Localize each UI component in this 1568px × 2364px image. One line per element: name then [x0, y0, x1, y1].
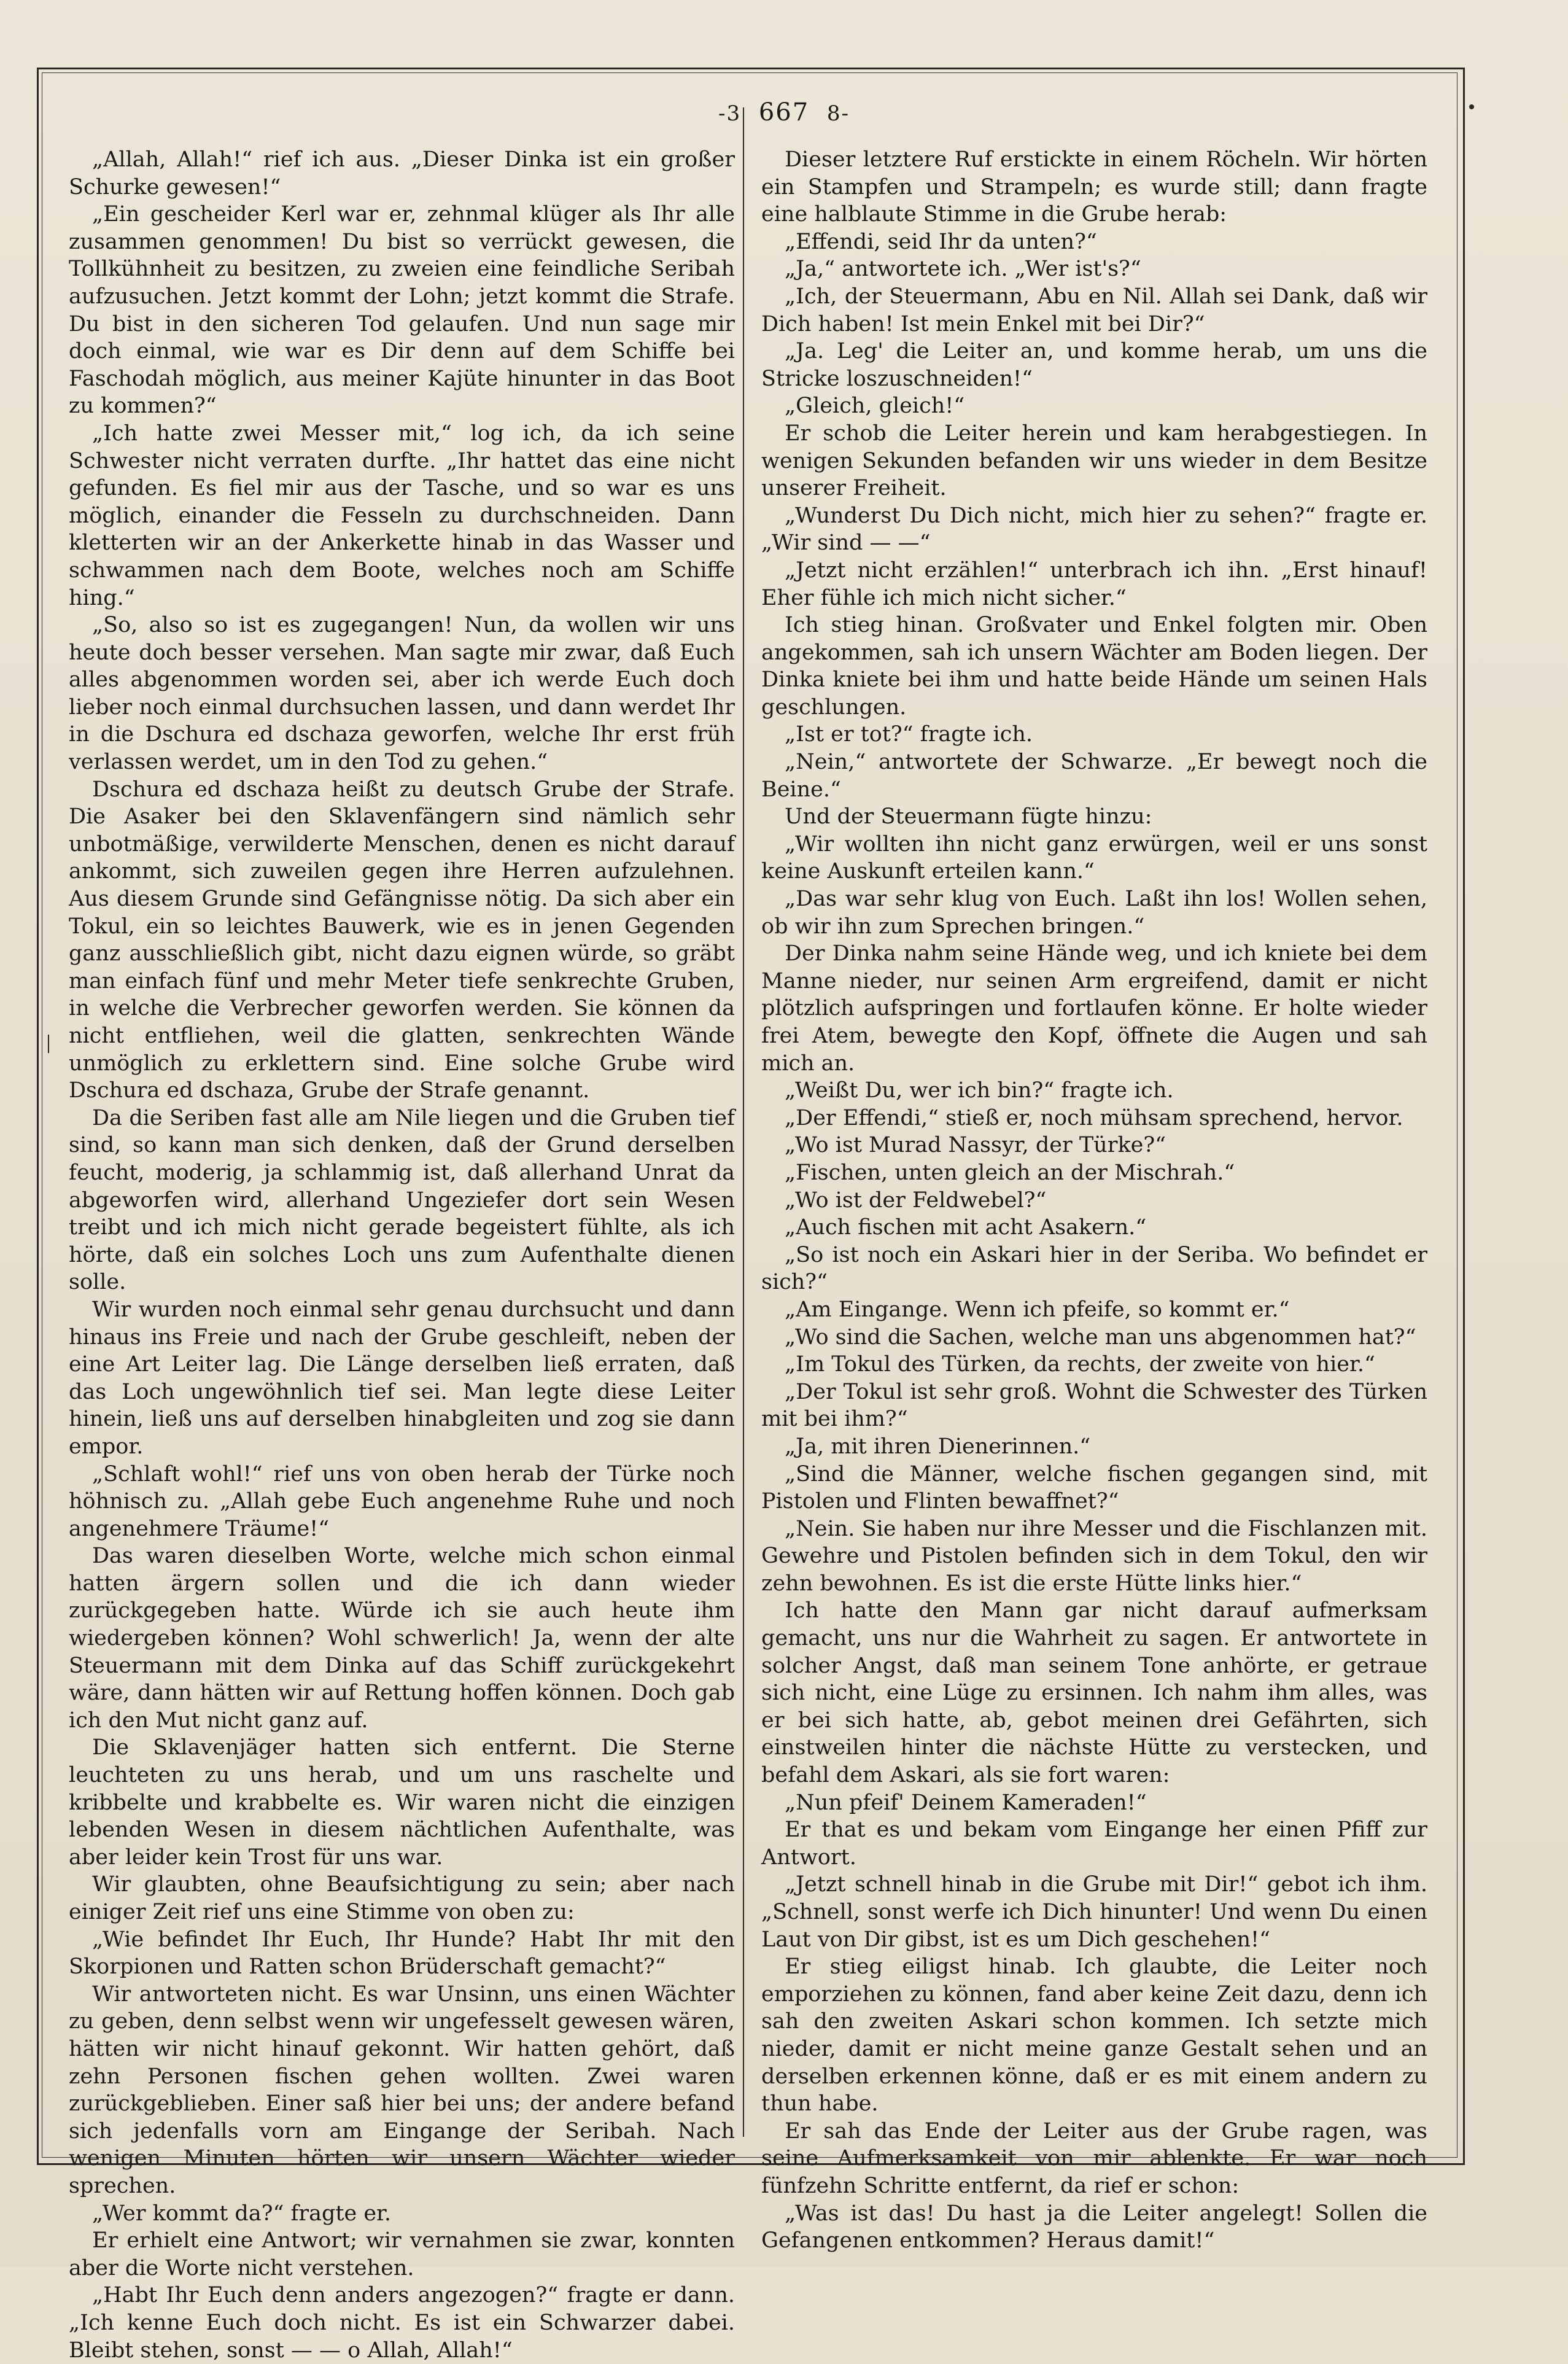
paragraph: „So, also so ist es zugegangen! Nun, da wollen wir uns heute doch besser versehen. Man sagte mir zwar, daß Euch alles abgenommen worden sei, aber ich werde Euch doch lieber noch einmal durchsuchen lassen, und dann werdet Ihr in die Dschura ed dschaza geworfen, welche Ihr erst früh verlassen werdet, um in den Tod zu gehen.“	[69, 613, 735, 775]
paragraph: „Nein,“ antwortete der Schwarze. „Er bewegt noch die Beine.“	[761, 750, 1427, 802]
paragraph: Die Sklavenjäger hatten sich entfernt. Die Sterne leuchteten zu uns herab, und um uns raschelte und kribbelte und krabbelte es. Wir waren nicht die einzigen lebenden Wesen in diesem nächtlichen Aufenthalte, was aber leider kein Trost für uns war.	[69, 1735, 735, 1870]
header-ornament-left: -3	[718, 101, 742, 126]
left-column	[69, 146, 735, 2364]
paragraph: Da die Seriben fast alle am Nile liegen und die Gruben tief sind, so kann man sich denken, daß der Grund derselben feucht, moderig, ja schlammig ist, daß allerhand Unrat da abgeworfen wird, allerhand Ungeziefer dort sein Wesen treibt und ich mich nicht gerade begeistert fühlte, als ich hörte, daß ein solches Loch uns zum Aufenthalte dienen solle.	[69, 1105, 735, 1295]
paragraph: „Wo ist Murad Nassyr, der Türke?“	[785, 1133, 1166, 1158]
paragraph: Er stieg eiligst hinab. Ich glaubte, die Leiter noch emporziehen zu können, fand aber keine Zeit dazu, denn ich sah den zweiten Askari schon kommen. Ich setzte mich nieder, damit er nicht meine ganze Gestalt sehen und an derselben erkennen könne, daß er es mit einem andern zu thun habe.	[761, 1954, 1427, 2117]
paragraph: „Ein gescheider Kerl war er, zehnmal klüger als Ihr alle zusammen genommen! Du bist so verrückt gewesen, die Tollkühnheit zu besitzen, zu zweien eine feindliche Seribah aufzusuchen. Jetzt kommt der Lohn; jetzt kommt die Strafe. Du bist in den sicheren Tod gelaufen. Und nun sage mir doch einmal, wie war es Dir denn auf dem Schiffe bei Faschodah möglich, aus meiner Kajüte hinunter in das Boot zu kommen?“	[69, 202, 735, 419]
paragraph: „Nun pfeif' Deinem Kameraden!“	[785, 1790, 1147, 1815]
paragraph: „Sind die Männer, welche fischen gegangen sind, mit Pistolen und Flinten bewaffnet?“	[761, 1461, 1427, 1514]
paragraph: Dieser letztere Ruf erstickte in einem Röcheln. Wir hörten ein Stampfen und Strampeln; es wurde still; dann fragte eine halblaute Stimme in die Grube herab:	[761, 147, 1427, 227]
paragraph: „Was ist das! Du hast ja die Leiter angelegt! Sollen die Gefangenen entkommen? Heraus damit!“	[761, 2201, 1427, 2253]
paragraph: „Fischen, unten gleich an der Mischrah.“	[785, 1160, 1235, 1185]
paragraph: „Ich hatte zwei Messer mit,“ log ich, da ich seine Schwester nicht verraten durfte. „Ihr hattet das eine nicht gefunden. Es fiel mir aus der Tasche, und so war es uns möglich, einander die Fesseln zu durchschneiden. Dann kletterten wir an der Ankerkette hinab in das Wasser und schwammen nach dem Boote, welches noch am Schiffe hing.“	[69, 421, 735, 610]
paragraph: „Jetzt nicht erzählen!“ unterbrach ich ihn. „Erst hinauf! Eher fühle ich mich nicht sicher.“	[761, 558, 1427, 610]
paragraph: „Habt Ihr Euch denn anders angezogen?“ fragte er dann. „Ich kenne Euch doch nicht. Es ist ein Schwarzer dabei. Bleibt stehen, sonst — — o Allah, Allah!“	[69, 2283, 735, 2363]
paragraph: „Allah, Allah!“ rief ich aus. „Dieser Dinka ist ein großer Schurke gewesen!“	[69, 147, 735, 200]
paragraph: „Effendi, seid Ihr da unten?“	[785, 229, 1097, 254]
paragraph: Wir wurden noch einmal sehr genau durchsucht und dann hinaus ins Freie und nach der Grube geschleift, neben der eine Art Leiter lag. Die Länge derselben ließ erraten, daß das Loch ungewöhnlich tief sei. Man legte diese Leiter hinein, ließ uns auf derselben hinabgleiten und zog sie dann empor.	[69, 1297, 735, 1459]
column-divider	[743, 107, 744, 2137]
paragraph: Er erhielt eine Antwort; wir vernahmen sie zwar, konnten aber die Worte nicht verstehen.	[69, 2228, 735, 2280]
paragraph: Und der Steuermann fügte hinzu:	[785, 804, 1152, 830]
paragraph: „So ist noch ein Askari hier in der Seriba. Wo befindet er sich?“	[761, 1242, 1427, 1295]
paragraph: Ich hatte den Mann gar nicht darauf aufmerksam gemacht, uns nur die Wahrheit zu sagen. Er antwortete in solcher Angst, daß man seinem Tone anhörte, er getraue sich nicht, eine Lüge zu ersinnen. Ich nahm ihm alles, was er bei sich hatte, ab, gebot meinen drei Gefährten, sich einstweilen hinter die nächste Hütte zu verstecken, und befahl dem Askari, als sie fort waren:	[761, 1598, 1427, 1788]
page-number: 667	[758, 98, 810, 126]
paragraph: Dschura ed dschaza heißt zu deutsch Grube der Strafe. Die Asaker bei den Sklavenfängern sind nämlich sehr unbotmäßige, verwilderte Menschen, denen es nicht darauf ankommt, sich zuweilen gegen ihre Herren aufzulehnen. Aus diesem Grunde sind Gefängnisse nötig. Da sich aber ein Tokul, ein so leichtes Bauwerk, wie es in jenen Gegenden ganz ausschließlich gibt, nicht dazu eignen würde, so gräbt man einfach fünf und mehr Meter tiefe senkrechte Gruben, in welche die Verbrecher geworfen werden. Sie können da nicht entfliehen, weil die glatten, senkrechten Wände unmöglich zu erklettern sind. Eine solche Grube wird Dschura ed dschaza, Grube der Strafe genannt.	[69, 777, 735, 1103]
paragraph: Wir glaubten, ohne Beaufsichtigung zu sein; aber nach einiger Zeit rief uns eine Stimme von oben zu:	[69, 1872, 735, 1924]
paragraph: „Wunderst Du Dich nicht, mich hier zu sehen?“ fragte er. „Wir sind — —“	[761, 503, 1427, 556]
paragraph: „Ich, der Steuermann, Abu en Nil. Allah sei Dank, daß wir Dich haben! Ist mein Enkel mit bei Dir?“	[761, 284, 1427, 336]
paragraph: „Am Eingange. Wenn ich pfeife, so kommt er.“	[785, 1297, 1290, 1322]
paragraph: „Schlaft wohl!“ rief uns von oben herab der Türke noch höhnisch zu. „Allah gebe Euch angenehme Ruhe und noch angenehmere Träume!“	[69, 1461, 735, 1541]
paragraph: Er sah das Ende der Leiter aus der Grube ragen, was seine Aufmerksamkeit von mir ablenkte. Er war noch fünfzehn Schritte entfernt, da rief er schon:	[761, 2118, 1427, 2198]
paragraph: „Wir wollten ihn nicht ganz erwürgen, weil er uns sonst keine Auskunft erteilen kann.“	[761, 831, 1427, 884]
paragraph: „Nein. Sie haben nur ihre Messer und die Fischlanzen mit. Gewehre und Pistolen befinden sich in dem Tokul, den wir zehn bewohnen. Es ist die erste Hütte links hier.“	[761, 1516, 1427, 1596]
paragraph: Der Dinka nahm seine Hände weg, und ich kniete bei dem Manne nieder, nur seinen Arm ergreifend, damit er nicht plötzlich aufspringen und fortlaufen könne. Er holte wieder frei Atem, bewegte den Kopf, öffnete die Augen und sah mich an.	[761, 941, 1427, 1076]
paragraph: „Wer kommt da?“ fragte er.	[92, 2201, 392, 2226]
paragraph: Das waren dieselben Worte, welche mich schon einmal hatten ärgern sollen und die ich dann wieder zurückgegeben hatte. Würde ich sie auch heute ihm wiedergeben können? Wohl schwerlich! Ja, wenn der alte Steuermann mit dem Dinka auf das Schiff zurückgekehrt wäre, dann hätten wir auf Rettung hoffen können. Doch gab ich den Mut nicht ganz auf.	[69, 1544, 735, 1733]
paragraph: „Ja. Leg' die Leiter an, und komme herab, um uns die Stricke loszuschneiden!“	[761, 339, 1427, 391]
paragraph: „Das war sehr klug von Euch. Laßt ihn los! Wollen sehen, ob wir ihn zum Sprechen bringen.“	[761, 887, 1427, 939]
margin-tick	[48, 1035, 49, 1053]
paragraph: „Auch fischen mit acht Asakern.“	[785, 1215, 1147, 1240]
paragraph: Er schob die Leiter herein und kam herabgestiegen. In wenigen Sekunden befanden wir uns wieder in dem Besitze unserer Freiheit.	[761, 421, 1427, 501]
header-ornament-right: 8-	[826, 101, 850, 126]
paragraph: Ich stieg hinan. Großvater und Enkel folgten mir. Oben angekommen, sah ich unsern Wächter am Boden liegen. Der Dinka kniete bei ihm und hatte beide Hände um seinen Hals geschlungen.	[761, 613, 1427, 720]
paragraph: „Ist er tot?“ fragte ich.	[785, 722, 1033, 747]
paragraph: „Gleich, gleich!“	[785, 394, 965, 419]
paragraph: „Weißt Du, wer ich bin?“ fragte ich.	[785, 1078, 1174, 1103]
page-header	[0, 98, 1568, 126]
paragraph: „Der Effendi,“ stieß er, noch mühsam sprechend, hervor.	[785, 1105, 1403, 1130]
paragraph: „Ja,“ antwortete ich. „Wer ist's?“	[785, 257, 1141, 282]
paragraph: „Der Tokul ist sehr groß. Wohnt die Schwester des Türken mit bei ihm?“	[761, 1379, 1427, 1432]
paragraph: Wir antworteten nicht. Es war Unsinn, uns einen Wächter zu geben, denn selbst wenn wir ungefesselt gewesen wären, hätten wir nicht hinauf gekonnt. Wir hatten gehört, daß zehn Personen fischen gehen wollten. Zwei waren zurückgeblieben. Einer saß hier bei uns; der andere befand sich jedenfalls vorn am Eingange der Seribah. Nach wenigen Minuten hörten wir unsern Wächter wieder sprechen.	[69, 1981, 735, 2198]
paragraph: „Jetzt schnell hinab in die Grube mit Dir!“ gebot ich ihm. „Schnell, sonst werfe ich Dich hinunter! Und wenn Du einen Laut von Dir gibst, ist es um Dich geschehen!“	[761, 1872, 1427, 1952]
paragraph: „Ja, mit ihren Dienerinnen.“	[785, 1434, 1091, 1459]
paragraph: „Wo ist der Feldwebel?“	[785, 1188, 1047, 1213]
paragraph: „Wo sind die Sachen, welche man uns abgenommen hat?“	[785, 1324, 1416, 1350]
right-column	[761, 146, 1427, 2255]
paragraph: „Im Tokul des Türken, da rechts, der zweite von hier.“	[785, 1352, 1375, 1377]
paragraph: Er that es und bekam vom Eingange her einen Pfiff zur Antwort.	[761, 1818, 1427, 1870]
paragraph: „Wie befindet Ihr Euch, Ihr Hunde? Habt Ihr mit den Skorpionen und Ratten schon Brüderschaft gemacht?“	[69, 1927, 735, 1980]
